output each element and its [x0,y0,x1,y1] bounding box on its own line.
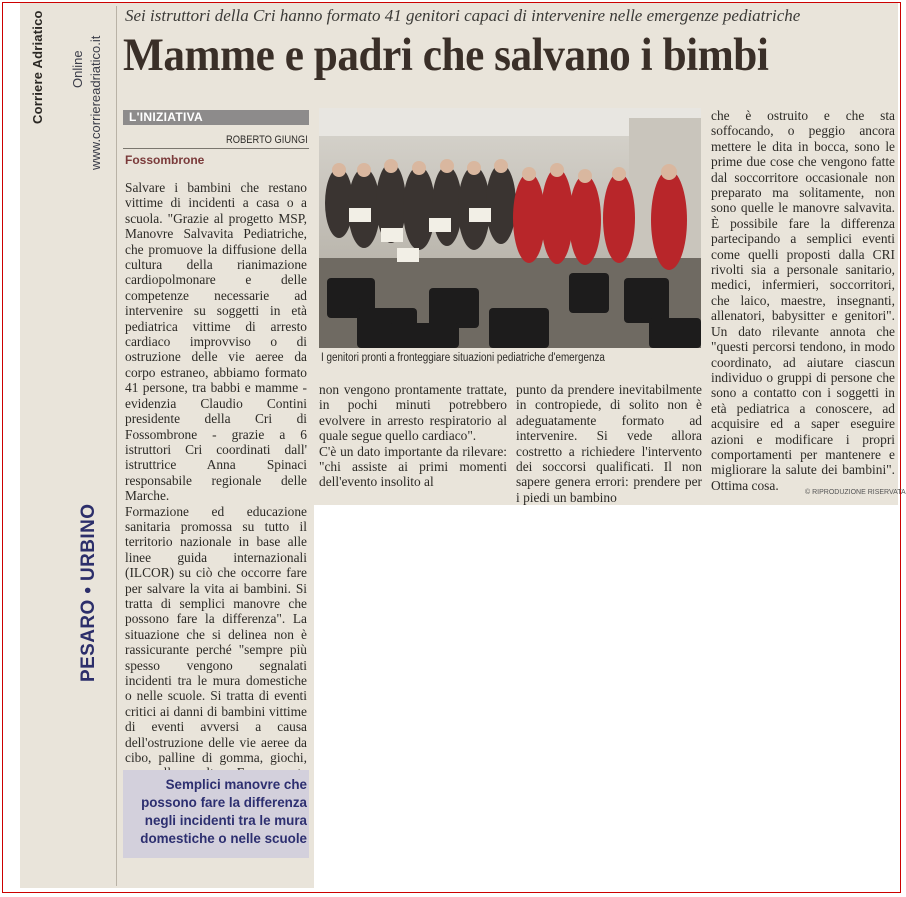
article-column-3 [516,382,702,505]
online-label: Online [70,50,85,88]
byline-divider [123,148,309,149]
paragraph: punto da prendere inevitabilmente in contropiede, di solito non è adeguatamente formato ad intervenire. Si vede allora costretto a richiedere l'intervento dei soccorsi qualificati. Il non sapere genera errori: prendere per i piedi un bambino [516,382,702,505]
paragraph: Formazione ed educazione sanitaria promossa su tutto il territorio nazionale in base alle linee guida internazionali (ILCOR) su ciò che occorre fare per salvare la vita ai bambini. Si tratta di semplici manovre che possono fare la differenza". La situazione che si delinea non è rassicurante perché "sempre più spesso vengono segnalati incidenti tra le mura domestiche o nelle scuole. Si tratta di eventi critici ai danni di bambini vittime di eventi avversi a causa dell'ostruzione delle vie aeree da cibo, palline di gomma, giochi, [125,503,307,766]
article-photo [319,108,701,348]
rubric-tag [123,110,309,125]
photo-caption: I genitori pronti a fronteggiare situazioni pediatriche d'emergenza [321,352,605,364]
section-label: PESARO • URBINO [78,503,99,682]
dateline-place: Fossombrone [125,153,205,167]
pull-quote-box [123,770,309,858]
article-headline: Mamme e padri che salvano i bimbi [123,29,769,81]
pull-quote-text: Semplici manovre che possono fare la differenza negli incidenti tra le mura domestiche o nelle scuole [140,777,307,846]
newspaper-name: Corriere Adriatico [30,10,45,124]
paragraph: C'è un dato importante da rilevare: "chi assiste ai primi momenti dell'evento insolito al [319,443,507,490]
paragraph: Salvare i bambini che restano vittime di incidenti a casa o a scuola. "Grazie al progetto MSP, Manovre Salvavita Pediatriche, che promuove la diffusione della cultura della rianimazione cardiopolmonare e delle competenze necessarie ad intervenire su soggetti in età pediatrica vittime di arresto cardiaco improvviso o di ostruzione delle vie aeree da corpo estraneo, abbiamo formato 41 persone, tra babbi e mamme - evidenzia Claudio Contini presidente della Cri di Fossombrone - grazie a 6 istruttori Cri coordinati dall' istruttrice Anna Spinaci responsabile regionale delle Marche. [125,180,307,504]
rubric-label: L'INIZIATIVA [129,110,204,124]
masthead-gutter [24,6,117,886]
article-column-1 [125,180,307,776]
paragraph: che è ostruito e che sta soffocando, o peggio ancora mettere le dita in bocca, sono le prime due cose che vengono fatte dal soccorritore occasionale non preparato ma solitamente, non sono quelle le manovre salvavita. È possibile fare la differenza partecipando a semplici eventi come quelli proposti dalla CRI rivolti sia a personale sanitario, medici, infermieri, soccorritori, che laico, maestre, insegnanti, allenatori, babysitter e genitori". Un dato rilevante annota che "questi percorsi tendono, in modo coordinato, ad aiutare ciascun individuo o gruppi di persone che sono a contatto con i soggetti in età pediatrica a conoscere, ad acquisire ed a saper eseguire azioni e modificare i propri comportamenti per mantenere e migliorare la salute dei bambini". Ottima cosa. [711,108,895,493]
article-byline: ROBERTO GIUNGI [226,134,308,146]
copyright-notice: © RIPRODUZIONE RISERVATA [805,489,906,496]
article-column-2 [319,382,507,500]
paragraph: non vengono prontamente trattate, in pochi minuti potrebbero evolvere in arresto respiratorio al quale segue quello cardiaco". [319,382,507,444]
article-kicker: Sei istruttori della Cri hanno formato 41 genitori capaci di intervenire nelle emergenze pediatriche [125,6,801,25]
website-url: www.corriereadriatico.it [88,35,103,170]
group-photo-image [319,108,701,348]
